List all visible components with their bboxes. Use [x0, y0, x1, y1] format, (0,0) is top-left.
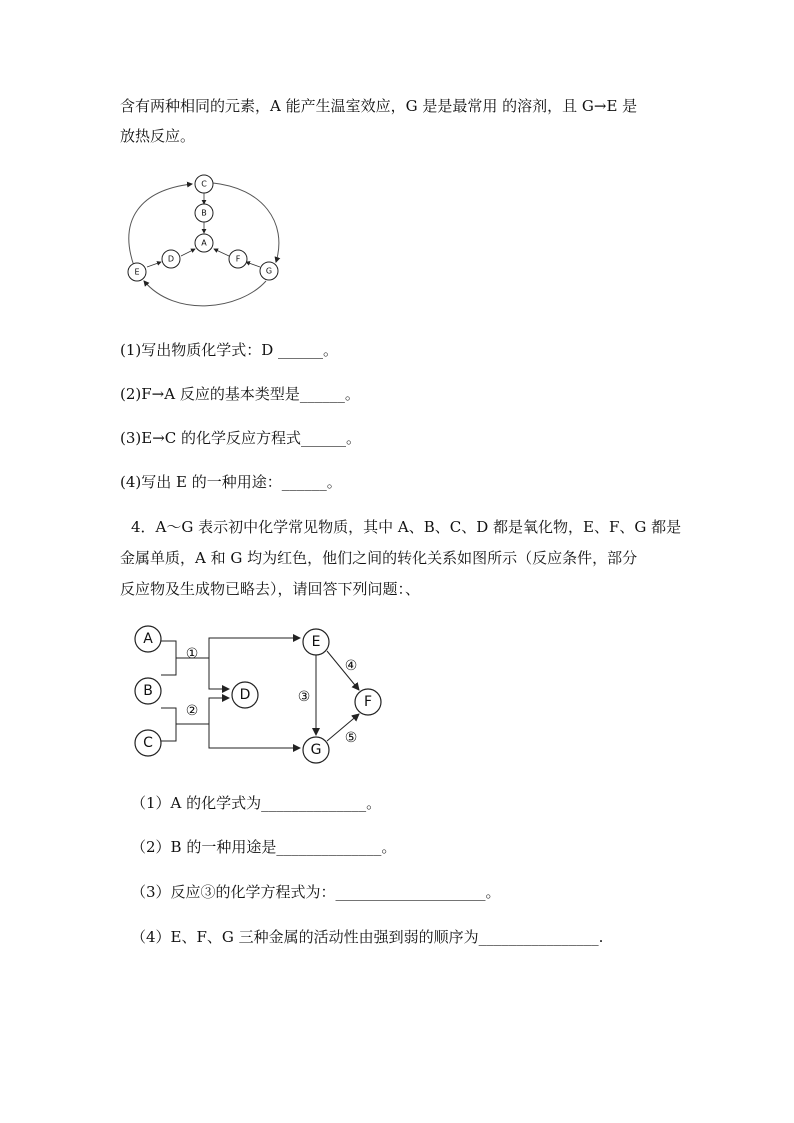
reaction-2-label: ②: [185, 703, 199, 719]
arrow-r1-to-d: [209, 658, 229, 689]
q4-item-4: （4）E、F、G 三种金属的活动性由强到弱的顺序为________________.: [131, 928, 604, 946]
svg-text:B: B: [143, 683, 153, 699]
arrow-r2-to-g: [209, 724, 300, 748]
d1-node-g: [260, 262, 278, 280]
reaction-3-label: ③: [297, 689, 311, 705]
svg-text:E: E: [134, 267, 140, 277]
d1-node-a: [195, 234, 213, 252]
intro-line-2: 放热反应。: [120, 127, 196, 145]
svg-text:F: F: [235, 254, 241, 264]
d2-node-b: [135, 678, 161, 704]
reaction-5-label: ⑤: [344, 730, 358, 746]
d2-node-a: [135, 626, 161, 652]
intro-line-1: 含有两种相同的元素，A 能产生温室效应，G 是是最常用 的溶剂，且 G→E 是: [120, 97, 638, 115]
arc-g-to-e: [144, 281, 266, 306]
d2-node-f: [355, 689, 381, 715]
arrow-r2-to-d: [176, 698, 229, 724]
svg-text:F: F: [363, 694, 373, 710]
svg-text:D: D: [239, 687, 251, 703]
q3-item-3: (3)E→C 的化学反应方程式______。: [120, 429, 362, 447]
q4-stem-line-2: 金属单质，A 和 G 均为红色，他们之间的转化关系如图所示（反应条件，部分: [120, 549, 638, 567]
arrow-e-to-d: [147, 262, 161, 267]
q4-stem-line-1: 4．A～G 表示初中化学常见物质，其中 A、B、C、D 都是氧化物，E、F、G 都是: [131, 518, 682, 536]
q4-item-3: （3）反应③的化学方程式为：____________________。: [131, 883, 501, 901]
svg-text:A: A: [143, 631, 153, 647]
q3-item-2: (2)F→A 反应的基本类型是______。: [120, 385, 360, 403]
conversion-diagram-2: [135, 626, 381, 763]
svg-text:G: G: [265, 266, 273, 276]
reaction-4-label: ④: [344, 658, 358, 674]
q4-item-2: （2）B 的一种用途是______________。: [131, 838, 397, 856]
d2-node-e: [303, 629, 329, 655]
d2-node-d: [232, 682, 258, 708]
d1-node-d: [162, 250, 180, 268]
arrow-f-to-a: [214, 249, 229, 256]
q4-stem-line-3: 反应物及生成物已略去），请回答下列问题：、: [120, 580, 421, 598]
svg-text:E: E: [311, 634, 321, 650]
arc-c-to-g: [213, 183, 279, 262]
q4-item-1: （1）A 的化学式为______________。: [131, 794, 382, 812]
d1-node-b: [195, 204, 213, 222]
svg-text:C: C: [143, 735, 153, 751]
d1-node-c: [195, 175, 213, 193]
svg-text:C: C: [201, 179, 207, 189]
svg-text:B: B: [201, 208, 207, 218]
d1-node-e: [128, 263, 146, 281]
q3-item-4: (4)写出 E 的一种用途：______。: [120, 473, 342, 491]
svg-text:A: A: [201, 238, 207, 248]
reaction-1-label: ①: [185, 646, 199, 662]
arrow-g-to-f: [246, 262, 260, 267]
arrow-d-to-a: [181, 249, 195, 256]
q3-item-1: (1)写出物质化学式：D ______。: [120, 341, 339, 359]
svg-text:G: G: [310, 742, 322, 758]
arc-e-to-c: [129, 184, 192, 266]
svg-text:D: D: [167, 254, 175, 264]
d2-node-c: [135, 730, 161, 756]
d1-node-f: [229, 250, 247, 268]
d2-node-g: [303, 737, 329, 763]
